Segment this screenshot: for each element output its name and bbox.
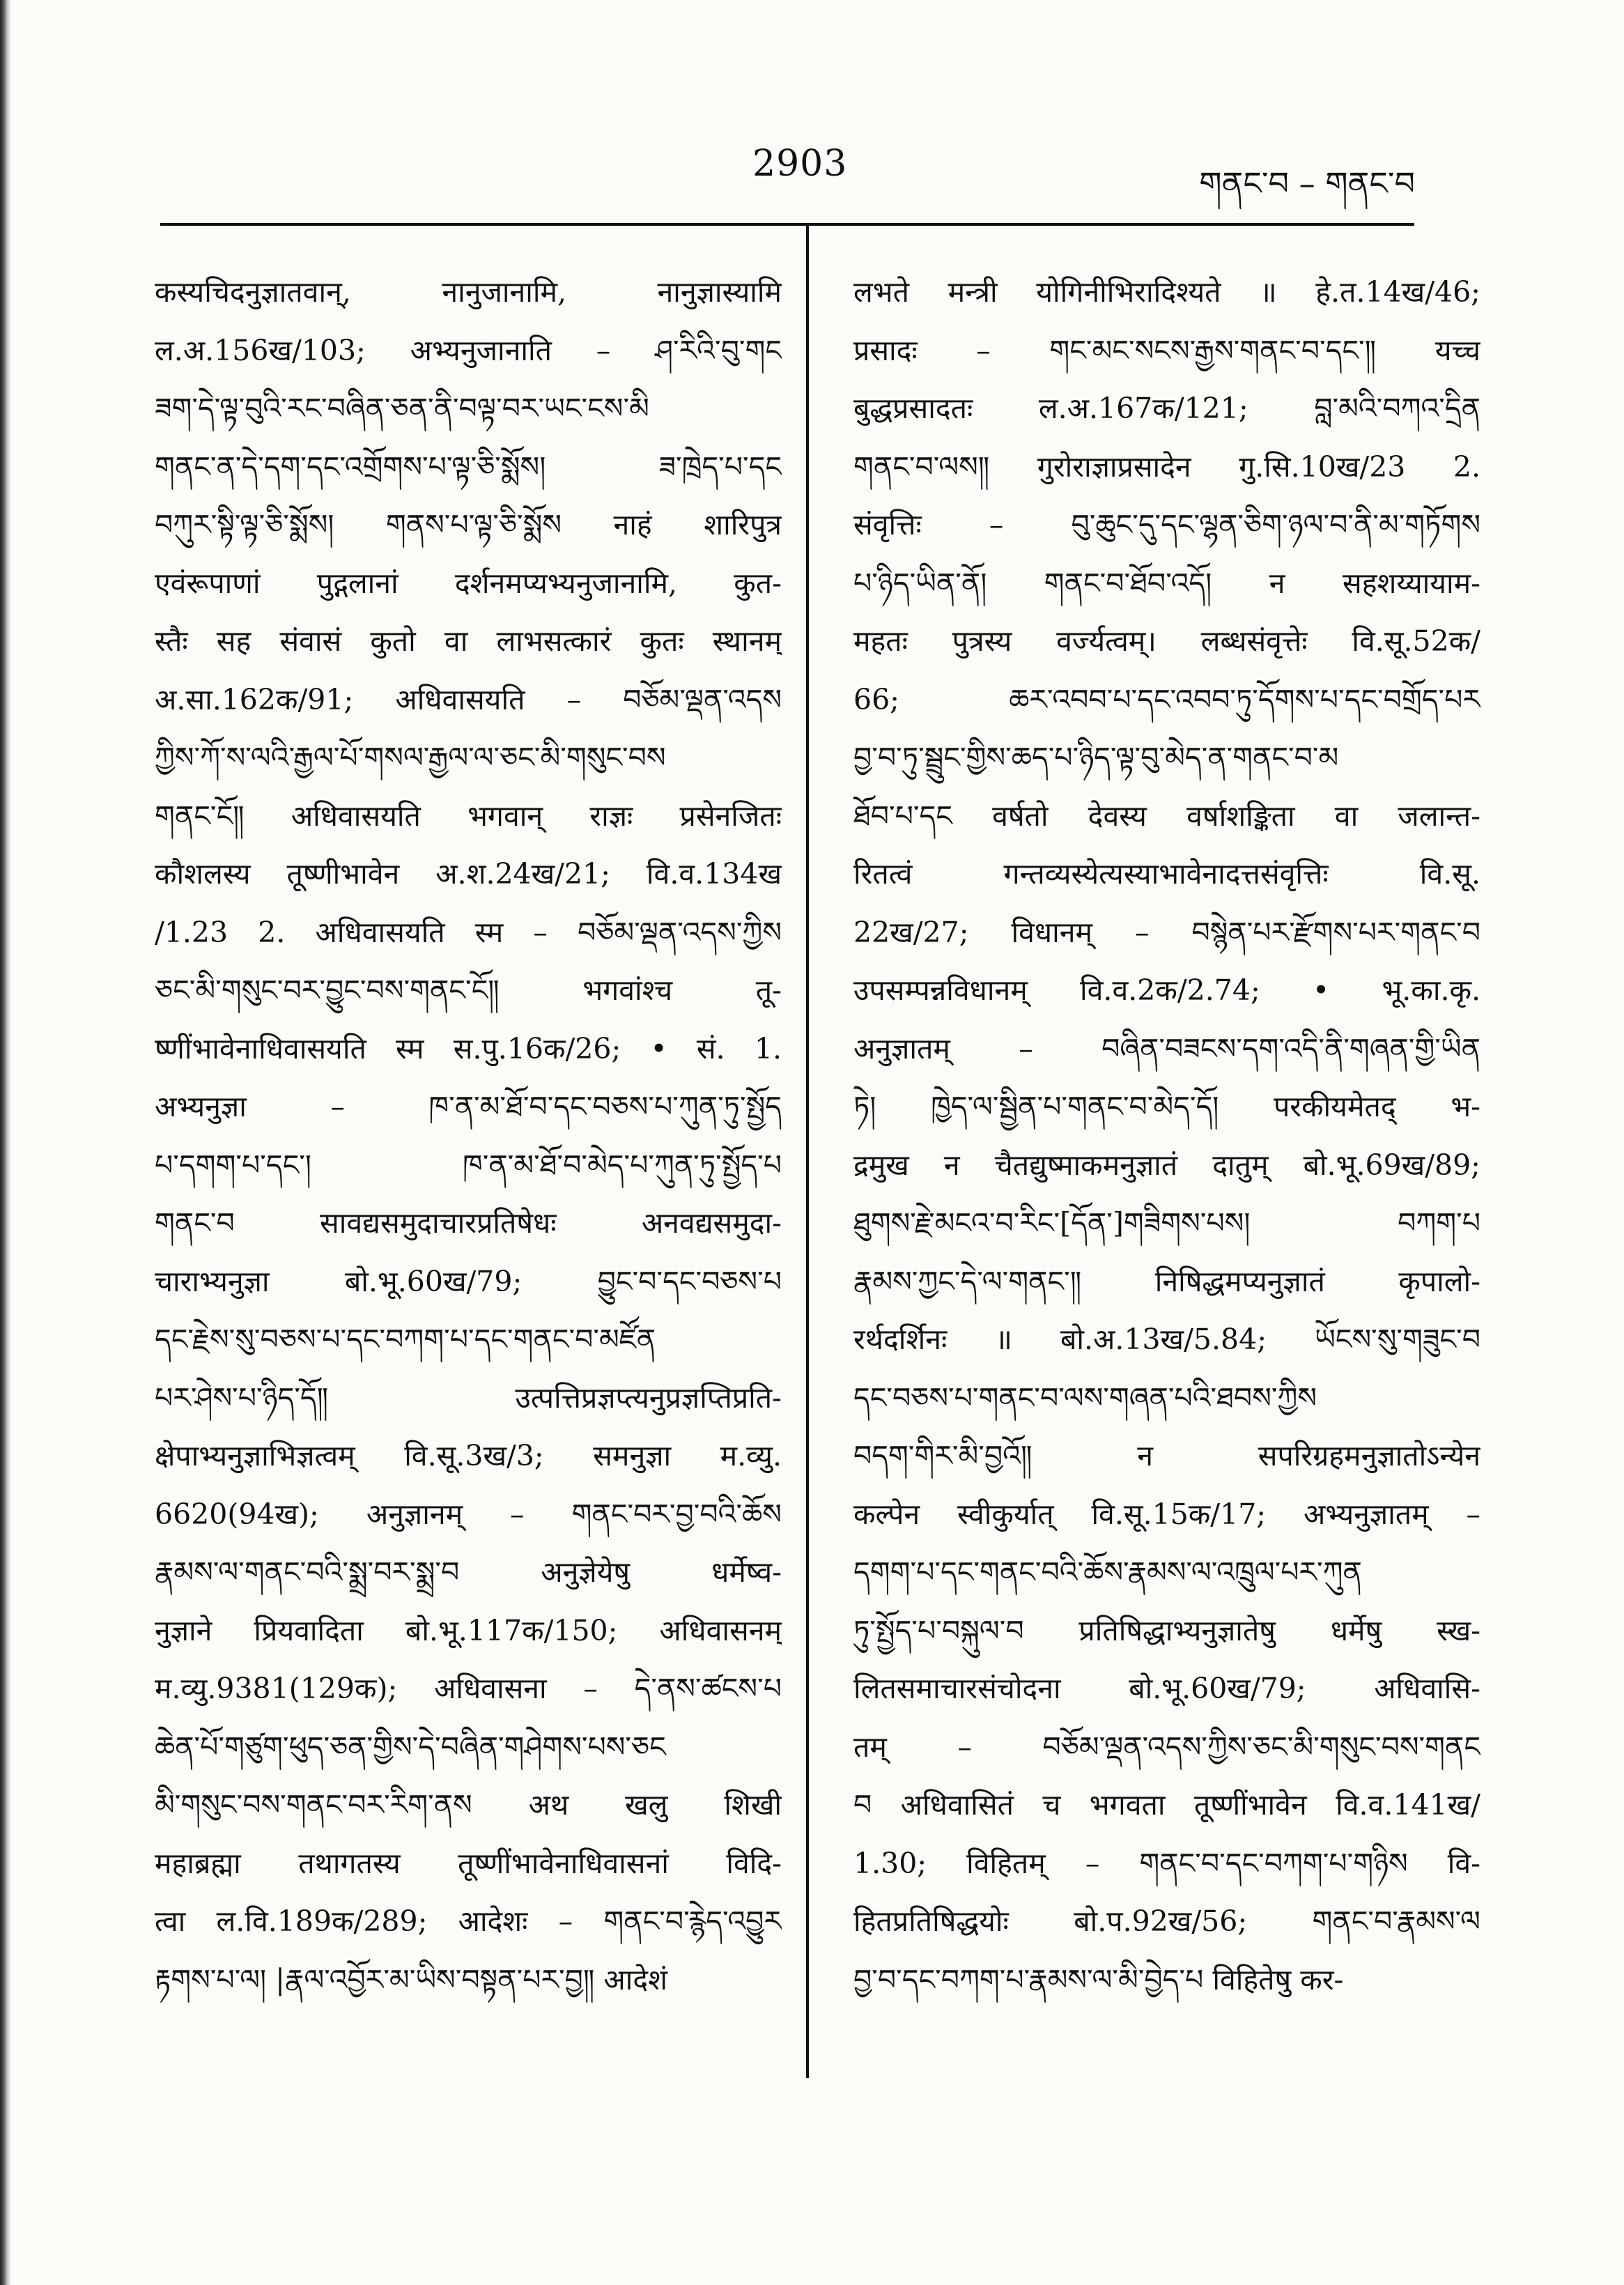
entry-line: ष्णींभावेनाधिवासयति स्म स.पु.16क/26; • सं. 1. — [155, 1031, 782, 1065]
entry-line: हितप्रतिषिद्धयोः बो.प.92ख/56; གནང་བ་རྣམས་ལ — [853, 1905, 1480, 1938]
entry-line: रितत्वं गन्तव्यस्येत्यस्याभावेनादत्तसंवृत्तिः वि.सू. — [853, 857, 1480, 891]
entry-line: བ अधिवासितं च भगवता तूष्णींभावेन वि.व.141ख/ — [853, 1788, 1480, 1822]
entry-line: པ་ཉིད་ཡིན་ནོ། གནང་བ་ཐོབ་འདོ། न सहशय्यायाम- — [853, 566, 1480, 600]
entry-line: द्रमुख न चैतद्युष्माकमनुज्ञातं दातुम् बो.भू.69ख/89; — [853, 1148, 1480, 1182]
entry-line: अभ्यनुज्ञा – ཁ་ན་མ་ཐོ་བ་དང་བཅས་པ་ཀུན་ཏུ་སྤྱོད — [155, 1090, 782, 1123]
entry-line: ཏུ་སྤྱོད་པ་བསྐུལ་བ प्रतिषिद्धाभ्यनुज्ञातेषु धर्मेषु स्ख- — [853, 1613, 1480, 1647]
entry-line: अनुज्ञातम् – བཞིན་བཟངས་དག་འདི་ནི་གཞན་གྱི་ཡིན — [853, 1031, 1480, 1065]
entry-line: महाब्रह्मा तथागतस्य तूष्णींभावेनाधिवासनां विदि- — [155, 1846, 782, 1880]
page-number: 2903 — [752, 143, 848, 185]
entry-line: कल्पेन स्वीकुर्यात् वि.सू.15क/17; अभ्यनुज्ञातम् – — [853, 1497, 1480, 1531]
entry-line: པ་དགག་པ་དང་། ཁ་ན་མ་ཐོ་བ་མེད་པ་ཀུན་ཏུ་སྤྱོད་པ — [155, 1148, 782, 1182]
header-rule — [160, 223, 1414, 226]
entry-line: अ.सा.162क/91; अधिवासयति – བཅོམ་ལྡན་འདས — [155, 682, 782, 716]
entry-line: བྱ་བ་དང་བཀག་པ་རྣམས་ལ་མི་བྱེད་པ विहितेषु कर- — [853, 1962, 1344, 1997]
entry-line: 1.30; विहितम् – གནང་བ་དང་བཀག་པ་གཉིས वि- — [853, 1846, 1480, 1880]
left-column — [155, 263, 782, 2009]
entry-line: एवंरूपाणां पुद्गलानां दर्शनमप्यभ्यनुजानामि, कुत- — [155, 566, 782, 600]
column-divider — [806, 224, 809, 2078]
entry-line: དང་རྗེས་སུ་བཅས་པ་དང་བཀག་པ་དང་གནང་བ་མཛོན — [155, 1323, 656, 1356]
entry-line: कस्यचिदनुज्ञातवान्, नानुजानामि, नानुज्ञास्यामि — [155, 275, 782, 309]
entry-line: प्रसादः – གང་མང་སངས་རྒྱས་གནང་བ་དང་༎ यच्च — [853, 333, 1480, 367]
entry-line: तम् – བཅོམ་ལྡན་འདས་ཀྱིས་ཅང་མི་གསུང་བས་གནང — [853, 1730, 1480, 1764]
entry-line: ཟག་དེ་ལྟ་བུའི་རང་བཞིན་ཅན་ནི་བལྟ་བར་ཡང་ངས་མི — [155, 392, 649, 425]
entry-line: བྱ་བ་ཏུ་སྦྲུང་གྱིས་ཆད་པ་ཉིད་ལྟ་བུ་མེད་ན་གནང་བ་མ — [853, 741, 1339, 774]
entry-line: ཐུགས་རྗེ་མངའ་བ་རིང་[དོན་]གཟིགས་པས། བཀག་པ — [853, 1206, 1480, 1240]
entry-line: དགག་པ་དང་གནང་བའི་ཆོས་རྣམས་ལ་འཁྲུལ་པར་ཀུན — [853, 1555, 1362, 1589]
entry-line: उपसम्पन्नविधानम् वि.व.2क/2.74; • भू.का.कृ. — [853, 974, 1480, 1007]
entry-line: महतः पुत्रस्य वर्ज्यत्वम्। लब्धसंवृत्तेः वि.सू.52क/ — [853, 624, 1480, 658]
entry-line: གནང་བ सावद्यसमुदाचारप्रतिषेधः अनवद्यसमुदा- — [155, 1206, 782, 1240]
entry-line: ཏེ། ཁྱེད་ལ་སྦྱིན་པ་གནང་བ་མེད་དོ། परकीयमेतद् भ- — [853, 1090, 1480, 1123]
entry-line: नुज्ञाने प्रियवादिता बो.भू.117क/150; अधिवासनम् — [155, 1613, 782, 1647]
entry-line: स्तैः सह संवासं कुतो वा लाभसत्कारं कुतः स्थानम् — [155, 624, 782, 658]
scan-edge — [0, 0, 11, 2285]
running-head: གནང་བ – གནང་བ — [1199, 164, 1415, 202]
entry-line: གནང་ན་དེ་དག་དང་འགྲོགས་པ་ལྟ་ཅི་སྨོས། ཟ་ཁྲེད་པ་དང — [155, 449, 782, 484]
entry-line: གནང་བ་ལས༎ गुरोराज्ञाप्रसादेन गु.सि.10ख/23 2. — [853, 449, 1480, 484]
right-column — [853, 263, 1480, 2009]
entry-line: कौशलस्य तूष्णीभावेन अ.श.24ख/21; वि.व.134ख — [155, 857, 782, 891]
entry-line: རྣམས་ཀྱང་དེ་ལ་གནང་༎ निषिद्धमप्यनुज्ञातं कृपालो- — [853, 1264, 1480, 1298]
entry-line: པར་ཤེས་པ་ཉིད་དོ༎ उत्पत्तिप्रज्ञप्त्यनुप्रज्ञप्तिप्रति- — [155, 1380, 782, 1415]
entry-line: त्वा ल.वि.189क/289; आदेशः – གནང་བ་རྙེད་འབྱུར — [155, 1905, 782, 1938]
entry-line: ཅང་མི་གསུང་བར་བྱུང་བས་གནང་ངོ༎ भगवांश्च तू- — [155, 974, 782, 1007]
entry-line: 66; ཆར་འབབ་པ་དང་འབབ་ཏུ་དོགས་པ་དང་བགྲོད་པར — [853, 682, 1480, 716]
entry-line: संवृत्तिः – བུ་ཆུང་དུ་དང་ལྷན་ཅིག་ཉལ་བ་ནི་མ་གཏོགས — [853, 508, 1480, 541]
entry-line: क्षेपाभ्यनुज्ञाभिज्ञत्वम् वि.सू.3ख/3; समनुज्ञा म.व्यु. — [155, 1439, 782, 1472]
entry-line: ल.अ.156ख/103; अभ्यनुजानाति – ཤ་རིའི་བུ་གང — [155, 333, 782, 367]
entry-line: लितसमाचारसंचोदना बो.भू.60ख/79; अधिवासि- — [853, 1672, 1480, 1705]
entry-line: དང་བཅས་པ་གནང་བ་ལས་གཞན་པའི་ཐབས་ཀྱིས — [853, 1380, 1317, 1415]
entry-line: 22ख/27; विधानम् – བསྙེན་པར་རྫོགས་པར་གནང་བ — [853, 915, 1480, 949]
entry-line: बुद्धप्रसादतः ल.अ.167क/121; བླ་མའི་བཀའ་དྲིན — [853, 392, 1480, 425]
entry-line: བདག་གིར་མི་བྱའོ༎ न सपरिग्रहमनुज्ञातोऽन्येन — [853, 1439, 1480, 1472]
entry-line: མི་གསུང་བས་གནང་བར་རིག་ནས अथ खलु शिखी — [155, 1788, 782, 1822]
entry-line: चाराभ्यनुज्ञा बो.भू.60ख/79; བྱུང་བ་དང་བཅས་པ — [155, 1264, 782, 1298]
entry-line: म.व्यु.9381(129क); अधिवासना – དེ་ནས་ཚངས་པ — [155, 1672, 782, 1705]
entry-line: लभते मन्त्री योगिनीभिरादिश्यते ॥ हे.त.14ख/46; — [853, 275, 1480, 309]
entry-line: ཀྱིས་ཀོ་ས་ལའི་རྒྱལ་པོ་གསལ་རྒྱལ་ལ་ཅང་མི་གསུང་བས — [155, 741, 666, 774]
entry-line: གནང་ངོ༎ अधिवासयति भगवान् राज्ञः प्रसेनजितः — [155, 799, 782, 833]
page-header — [0, 143, 1624, 206]
entry-line: 6620(94ख); अनुज्ञानम् – གནང་བར་བྱ་བའི་ཆོས — [155, 1497, 782, 1531]
entry-line: रर्थदर्शिनः ॥ बो.अ.13ख/5.84; ཡོངས་སུ་གཟུང་བ — [853, 1323, 1480, 1356]
entry-line: རྟགས་པ་ལ། |རྣལ་འབྱོར་མ་ཡིས་བསྟན་པར་བྱ༎ आदेशं — [155, 1962, 667, 1997]
entry-line: བཀུར་སྟི་ལྟ་ཅི་སྨོས། གནས་པ་ལྟ་ཅི་སྨོས नाहं शारिपुत्र — [155, 508, 782, 541]
entry-line: /1.23 2. अधिवासयति स्म – བཅོམ་ལྡན་འདས་ཀྱིས — [155, 915, 782, 949]
entry-line: རྣམས་ལ་གནང་བའི་སྨྲ་བར་སྨྲ་བ अनुज्ञेयेषु धर्मेष्व- — [155, 1555, 782, 1589]
entry-line: ཐོབ་པ་དང वर्षतो देवस्य वर्षाशङ्किता वा जलान्त- — [853, 799, 1480, 833]
entry-line: ཆེན་པོ་གཙུག་ཕུད་ཅན་གྱིས་དེ་བཞིན་གཤེགས་པས་ཅང — [155, 1730, 666, 1764]
